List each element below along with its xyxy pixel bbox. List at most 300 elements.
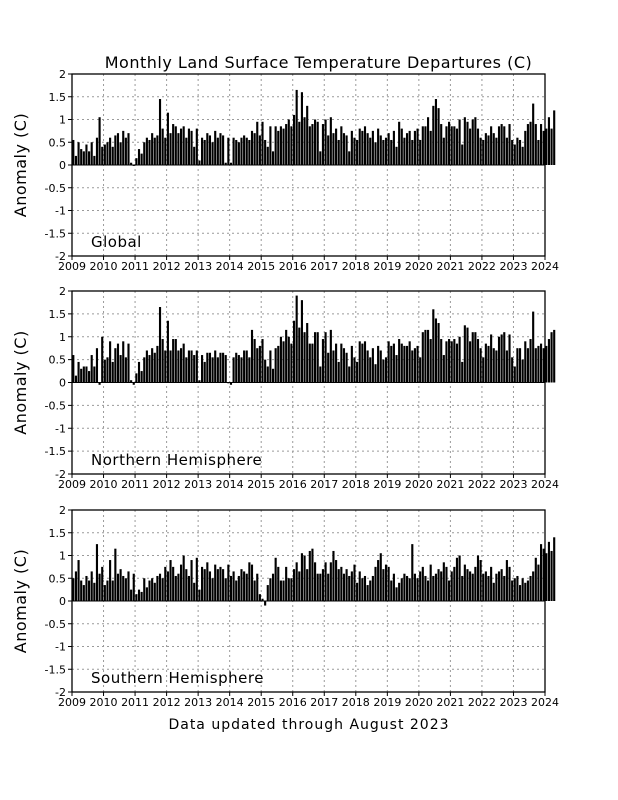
data-bar — [340, 126, 342, 165]
x-tick-label: 2010 — [89, 696, 118, 709]
x-tick-label: 2018 — [341, 478, 370, 491]
x-tick-label: 2012 — [152, 260, 181, 273]
data-bar — [206, 133, 208, 165]
data-bar — [159, 99, 161, 165]
data-bar — [330, 562, 332, 601]
data-bar — [314, 562, 316, 601]
data-bar — [104, 585, 106, 601]
data-bar — [193, 355, 195, 382]
y-tick-label: 2 — [59, 68, 66, 81]
data-bar — [154, 353, 156, 383]
data-bar — [112, 147, 114, 165]
data-bar — [451, 341, 453, 382]
data-bar — [251, 330, 253, 383]
data-bar — [188, 129, 190, 165]
data-bar — [495, 138, 497, 165]
y-tick-label: 0.5 — [48, 136, 66, 150]
data-bar — [540, 544, 542, 601]
region-label: Northern Hemisphere — [91, 451, 263, 469]
data-bar — [248, 357, 250, 382]
data-bar — [361, 131, 363, 165]
data-bar — [348, 151, 350, 165]
data-bar — [314, 120, 316, 166]
data-bar — [353, 565, 355, 601]
data-bar — [532, 312, 534, 383]
data-bar — [114, 549, 116, 601]
y-tick-label: 1 — [59, 549, 66, 563]
data-bar — [353, 357, 355, 382]
data-bar — [243, 135, 245, 165]
data-bar — [524, 131, 526, 165]
data-bar — [285, 567, 287, 601]
data-bar — [445, 126, 447, 165]
data-bar — [212, 578, 214, 601]
data-bar — [424, 330, 426, 383]
data-bar — [293, 321, 295, 383]
data-bar — [233, 571, 235, 601]
data-bar — [422, 332, 424, 382]
data-bar — [288, 578, 290, 601]
data-bar — [214, 350, 216, 382]
data-bar — [464, 565, 466, 601]
data-bar — [127, 571, 129, 601]
data-bar — [80, 581, 82, 601]
data-bar — [453, 567, 455, 601]
data-bar — [348, 366, 350, 382]
data-bar — [419, 357, 421, 382]
data-bar — [485, 133, 487, 165]
data-bar — [303, 556, 305, 602]
data-bar — [233, 357, 235, 382]
data-bar — [212, 142, 214, 165]
data-bar — [553, 110, 555, 165]
data-bar — [511, 581, 513, 601]
x-tick-label: 2009 — [58, 478, 86, 491]
data-bar — [367, 133, 369, 165]
data-bar — [143, 142, 145, 165]
data-bar — [193, 583, 195, 601]
data-bar — [120, 355, 122, 382]
data-bar — [319, 151, 321, 165]
data-bar — [238, 355, 240, 382]
data-bar — [514, 578, 516, 601]
y-tick-label: -1.5 — [44, 445, 66, 459]
data-bar — [204, 140, 206, 165]
data-bar — [269, 126, 271, 165]
data-bar — [201, 355, 203, 382]
data-bar — [235, 353, 237, 383]
data-bar — [114, 348, 116, 382]
x-tick-label: 2021 — [436, 696, 465, 709]
data-bar — [527, 124, 529, 165]
data-bar — [393, 574, 395, 601]
data-bar — [395, 355, 397, 382]
data-bar — [406, 576, 408, 601]
data-bar — [335, 560, 337, 601]
data-bar — [493, 583, 495, 601]
data-bar — [537, 565, 539, 601]
data-bar — [296, 296, 298, 383]
data-bar — [175, 126, 177, 165]
y-tick-label: -1 — [55, 204, 66, 218]
x-tick-label: 2020 — [404, 478, 433, 491]
data-bar — [148, 140, 150, 165]
data-bar — [503, 332, 505, 382]
data-bar — [177, 574, 179, 601]
data-bar — [164, 567, 166, 601]
x-tick-label: 2009 — [58, 260, 86, 273]
data-bar — [196, 350, 198, 382]
data-bar — [338, 362, 340, 383]
data-bar — [275, 348, 277, 382]
data-bar — [99, 574, 101, 601]
data-bar — [117, 574, 119, 601]
data-bar — [259, 346, 261, 383]
data-bar — [93, 156, 95, 165]
y-tick-label: -0.5 — [44, 399, 66, 413]
data-bar — [214, 131, 216, 165]
data-bar — [311, 124, 313, 165]
data-bar — [290, 344, 292, 383]
data-bar — [196, 558, 198, 601]
data-bar — [143, 578, 145, 601]
data-bar — [172, 124, 174, 165]
data-bar — [311, 549, 313, 601]
data-bar — [322, 124, 324, 165]
x-tick-label: 2024 — [531, 260, 559, 273]
data-bar — [264, 360, 266, 383]
data-bar — [498, 337, 500, 383]
data-bar — [422, 126, 424, 165]
x-tick-label: 2014 — [215, 478, 244, 491]
data-bar — [519, 348, 521, 382]
data-bar — [272, 151, 274, 165]
data-bar — [282, 341, 284, 382]
data-bar — [146, 138, 148, 165]
data-bar — [445, 341, 447, 382]
data-bar — [411, 544, 413, 601]
data-bar — [493, 133, 495, 165]
x-tick-label: 2016 — [278, 696, 307, 709]
data-bar — [185, 569, 187, 601]
data-bar — [385, 357, 387, 382]
data-bar — [212, 357, 214, 382]
region-label: Southern Hemisphere — [91, 669, 264, 687]
y-tick-label: -0.5 — [44, 617, 66, 631]
data-bar — [359, 129, 361, 165]
data-bar — [156, 135, 158, 165]
data-bar — [106, 581, 108, 601]
data-bar — [101, 147, 103, 165]
data-bar — [367, 585, 369, 601]
data-bar — [335, 129, 337, 165]
data-bar — [430, 339, 432, 382]
data-bar — [551, 332, 553, 382]
data-bar — [96, 544, 98, 601]
x-tick-label: 2018 — [341, 260, 370, 273]
data-bar — [156, 346, 158, 383]
data-bar — [424, 576, 426, 601]
data-bar — [364, 126, 366, 165]
x-tick-label: 2014 — [215, 696, 244, 709]
data-bar — [227, 565, 229, 601]
x-tick-label: 2019 — [373, 260, 402, 273]
data-bar — [325, 120, 327, 166]
y-tick-label: 0.5 — [48, 572, 66, 586]
data-bar — [364, 576, 366, 601]
data-bar — [501, 124, 503, 165]
data-bar — [204, 569, 206, 601]
y-tick-label: 0 — [59, 159, 66, 172]
data-bar — [88, 371, 90, 382]
data-bar — [372, 576, 374, 601]
data-bar — [238, 142, 240, 165]
data-bar — [275, 126, 277, 165]
data-bar — [146, 350, 148, 382]
data-bar — [482, 140, 484, 165]
data-bar — [382, 360, 384, 383]
y-tick-label: -2 — [55, 468, 66, 481]
data-bar — [75, 156, 77, 165]
x-tick-label: 2013 — [184, 478, 213, 491]
data-bar — [485, 344, 487, 383]
chart-panel-3 — [11, 504, 559, 709]
data-bar — [361, 344, 363, 383]
data-bar — [238, 576, 240, 601]
data-bar — [162, 339, 164, 382]
data-bar — [430, 131, 432, 165]
x-tick-label: 2009 — [58, 696, 86, 709]
data-bar — [506, 138, 508, 165]
data-bar — [432, 309, 434, 382]
data-bar — [269, 578, 271, 601]
data-bar — [540, 124, 542, 165]
data-bar — [482, 574, 484, 601]
data-bar — [254, 133, 256, 165]
data-bar — [256, 122, 258, 165]
data-bar — [443, 562, 445, 601]
data-bar — [464, 325, 466, 382]
data-bar — [535, 558, 537, 601]
data-bar — [130, 590, 132, 601]
data-bar — [206, 353, 208, 383]
data-bar — [338, 569, 340, 601]
data-bar — [327, 574, 329, 601]
x-tick-label: 2019 — [373, 478, 402, 491]
data-bar — [414, 348, 416, 382]
data-bar — [267, 585, 269, 601]
data-bar — [438, 108, 440, 165]
data-bar — [240, 138, 242, 165]
data-bar — [167, 571, 169, 601]
data-bar — [461, 145, 463, 165]
chart-title: Monthly Land Surface Temperature Departures (C) — [104, 53, 533, 72]
data-bar — [508, 334, 510, 382]
data-bar — [501, 569, 503, 601]
data-bar — [177, 350, 179, 382]
data-bar — [306, 323, 308, 382]
data-bar — [167, 321, 169, 383]
data-bar — [159, 307, 161, 382]
data-bar — [519, 585, 521, 601]
data-bar — [380, 553, 382, 601]
data-bar — [193, 147, 195, 165]
data-bar — [356, 362, 358, 383]
data-bar — [91, 355, 93, 382]
data-bar — [254, 339, 256, 382]
y-tick-label: 1 — [59, 330, 66, 344]
data-bar — [445, 567, 447, 601]
data-bar — [340, 344, 342, 383]
data-bar — [114, 135, 116, 165]
data-bar — [225, 578, 227, 601]
data-bar — [175, 576, 177, 601]
data-bar — [514, 366, 516, 382]
data-bar — [172, 339, 174, 382]
data-bar — [372, 131, 374, 165]
x-tick-label: 2010 — [89, 478, 118, 491]
data-bar — [369, 581, 371, 601]
data-bar — [395, 147, 397, 165]
data-bar — [191, 350, 193, 382]
data-bar — [106, 357, 108, 382]
y-axis-label: Anomaly (C) — [11, 548, 30, 654]
data-bar — [380, 135, 382, 165]
data-bar — [377, 346, 379, 383]
data-bar — [282, 129, 284, 165]
data-bar — [332, 133, 334, 165]
x-tick-label: 2015 — [247, 260, 276, 273]
data-bar — [125, 138, 127, 165]
data-bar — [222, 135, 224, 165]
x-tick-label: 2016 — [278, 260, 307, 273]
data-bar — [83, 585, 85, 601]
data-bar — [78, 142, 80, 165]
x-tick-label: 2022 — [467, 696, 496, 709]
data-bar — [209, 353, 211, 383]
data-bar — [301, 92, 303, 165]
data-bar — [340, 567, 342, 601]
data-bar — [285, 330, 287, 383]
data-bar — [477, 129, 479, 165]
data-bar — [188, 576, 190, 601]
data-bar — [472, 332, 474, 382]
data-bar — [154, 583, 156, 601]
data-bar — [112, 581, 114, 601]
data-bar — [532, 571, 534, 601]
data-bar — [495, 350, 497, 382]
data-bar — [282, 581, 284, 601]
data-bar — [135, 158, 137, 165]
data-bar — [112, 362, 114, 383]
x-tick-label: 2018 — [341, 696, 370, 709]
data-bar — [477, 339, 479, 382]
y-tick-label: 0.5 — [48, 353, 66, 367]
data-bar — [338, 140, 340, 165]
data-bar — [201, 138, 203, 165]
data-bar — [290, 126, 292, 165]
data-bar — [377, 129, 379, 165]
data-bar — [162, 129, 164, 165]
data-bar — [93, 583, 95, 601]
data-bar — [403, 346, 405, 383]
y-axis-label: Anomaly (C) — [11, 112, 30, 218]
data-bar — [482, 357, 484, 382]
data-bar — [319, 574, 321, 601]
data-bar — [522, 147, 524, 165]
data-bar — [306, 106, 308, 165]
data-bar — [109, 341, 111, 382]
data-bar — [272, 369, 274, 383]
data-bar — [322, 339, 324, 382]
data-bar — [319, 366, 321, 382]
data-bar — [85, 145, 87, 165]
data-bar — [301, 300, 303, 382]
data-bar — [293, 115, 295, 165]
data-bar — [233, 138, 235, 165]
data-bar — [298, 571, 300, 601]
data-bar — [246, 350, 248, 382]
data-bar — [317, 122, 319, 165]
data-bar — [185, 138, 187, 165]
x-tick-label: 2020 — [404, 260, 433, 273]
data-bar — [343, 574, 345, 601]
data-bar — [380, 350, 382, 382]
data-bar — [395, 587, 397, 601]
data-bar — [501, 334, 503, 382]
data-bar — [440, 571, 442, 601]
data-bar — [516, 348, 518, 382]
data-bar — [162, 578, 164, 601]
data-bar — [388, 341, 390, 382]
data-bar — [548, 339, 550, 382]
data-bar — [183, 126, 185, 165]
data-bar — [464, 117, 466, 165]
data-bar — [219, 567, 221, 601]
data-bar — [277, 131, 279, 165]
data-bar — [361, 578, 363, 601]
data-bar — [456, 558, 458, 601]
data-bar — [388, 567, 390, 601]
data-bar — [416, 578, 418, 601]
data-bar — [120, 142, 122, 165]
data-bar — [343, 348, 345, 382]
y-tick-label: -1.5 — [44, 663, 66, 677]
x-tick-label: 2010 — [89, 260, 118, 273]
data-bar — [133, 574, 135, 601]
data-bar — [332, 551, 334, 601]
data-bar — [227, 138, 229, 165]
data-bar — [453, 126, 455, 165]
data-bar — [325, 562, 327, 601]
data-bar — [440, 124, 442, 165]
data-bar — [427, 330, 429, 383]
x-tick-label: 2013 — [184, 696, 213, 709]
data-bar — [522, 578, 524, 601]
y-axis-label: Anomaly (C) — [11, 330, 30, 435]
data-bar — [280, 126, 282, 165]
x-tick-label: 2013 — [184, 260, 213, 273]
data-bar — [390, 581, 392, 601]
data-bar — [169, 560, 171, 601]
data-bar — [401, 344, 403, 383]
data-bar — [159, 574, 161, 601]
data-bar — [125, 357, 127, 382]
x-tick-label: 2024 — [531, 696, 559, 709]
x-tick-label: 2015 — [247, 478, 276, 491]
data-bar — [438, 569, 440, 601]
data-bar — [327, 135, 329, 165]
